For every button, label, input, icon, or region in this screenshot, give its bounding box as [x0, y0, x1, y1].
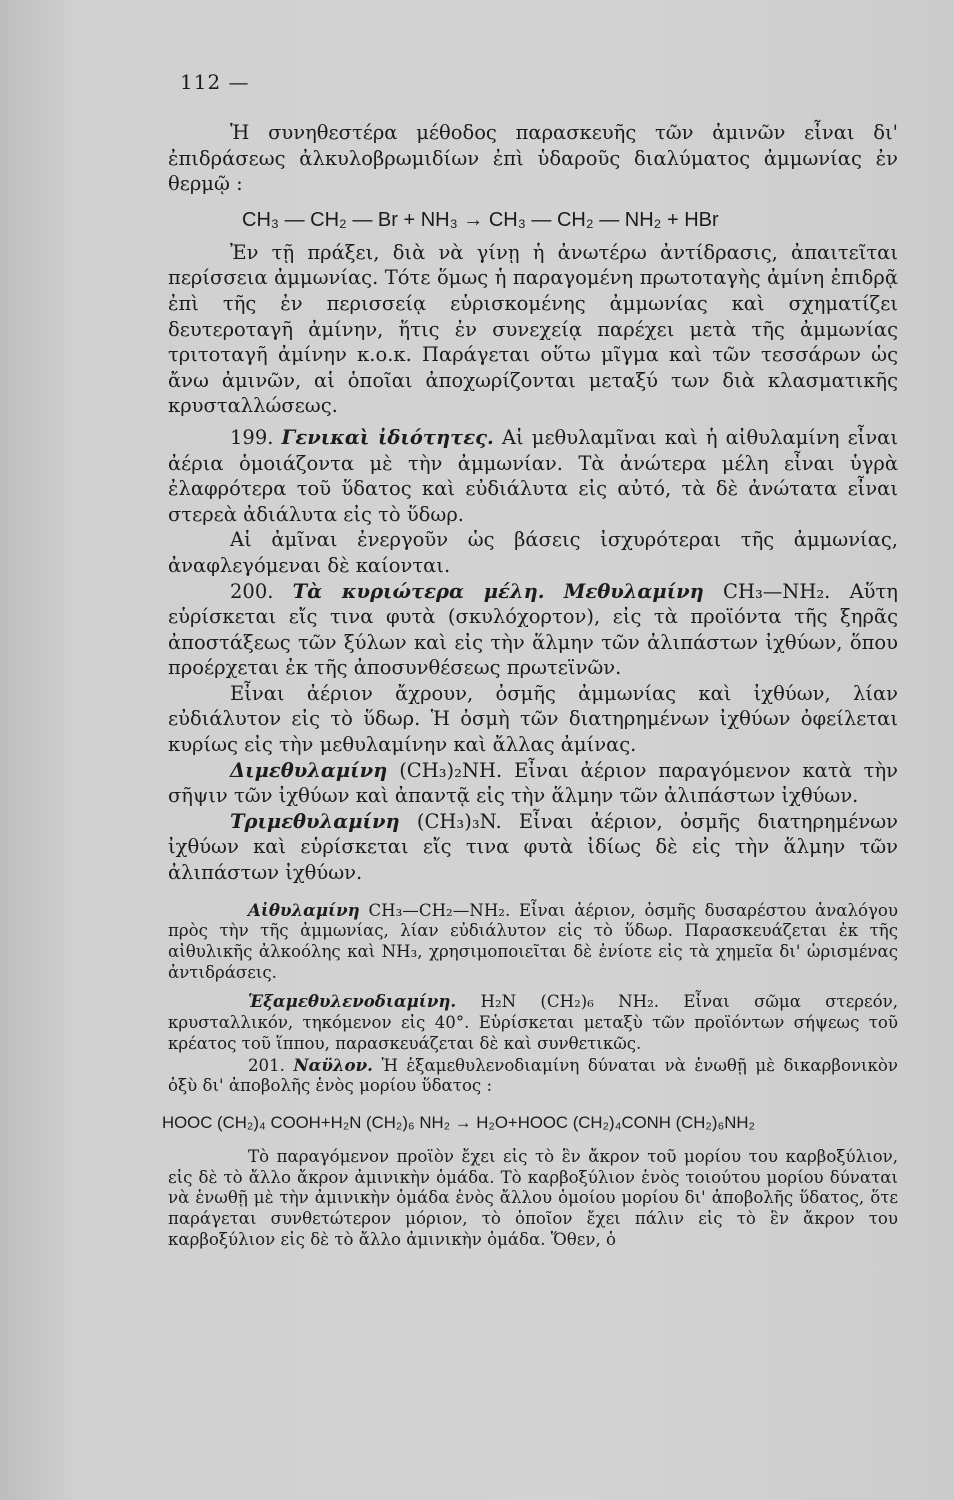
dimethylamine-paragraph [168, 758, 898, 809]
section-200-paragraph [168, 579, 898, 681]
ethylamine-formula: CH₃—CH₂—NH₂. [368, 900, 511, 920]
section-199-text: Αἱ μεθυλαμῖναι καὶ ἡ αἰθυλαμίνη εἶναι ἀέρια ὁμοιάζοντα μὲ τὴν ἀμμωνίαν. Τὰ ἀνώτερα μέλη εἶναι ὑγρὰ ἐλαφρότερα τοῦ ὕδατος καὶ εὐδιάλυτα εἰς αὐτό, τὰ δὲ ἀνώτατα εἶναι στερεὰ ἀδιάλυτα εἰς τὸ ὕδωρ. [168, 425, 898, 526]
section-199-paragraph [168, 425, 898, 527]
intro-paragraph: Ἡ συνηθεστέρα μέθοδος παρασκευῆς τῶν ἀμινῶν εἶναι δι' ἐπιδράσεως ἀλκυλοβρωμιδίων ἐπὶ ὑδαροῦς διαλύματος ἀμμωνίας ἐν θερμῷ : [168, 121, 898, 196]
trimethylamine-text: Εἶναι ἀέριον, ὀσμῆς διατηρημένων ἰχθύων καὶ εὑρίσκεται εἴς τινα φυτὰ ἰδίως δὲ εἰς τὴν ἅλμην τῶν ἀλιπάστων ἰχθύων. [168, 809, 899, 885]
section-200-number: 200. [230, 579, 274, 603]
amines-bases-paragraph: Αἱ ἀμῖναι ἐνεργοῦν ὡς βάσεις ἰσχυρότεραι τῆς ἀμμωνίας, ἀναφλεγόμεναι δὲ καίονται. [168, 528, 898, 577]
methylamine-name: Μεθυλαμίνη [563, 579, 704, 603]
hexamethylenediamine-text: Εἶναι σῶμα στερεόν, κρυσταλλικόν, τηκόμενον εἰς 40°. Εὑρίσκεται μεταξὺ τῶν προϊόντων σήψεως τοῦ κρέατος τοῦ ἵππου, παρασκευάζεται δὲ καὶ συνθετικῶς. [168, 992, 899, 1053]
dimethylamine-formula: (CH₃)₂NH. [399, 758, 503, 782]
hexamethylenediamine-name: Ἑξαμεθυλενοδιαμίνη. [248, 991, 457, 1012]
section-201-paragraph [168, 1055, 898, 1097]
trimethylamine-paragraph [168, 809, 898, 886]
dimethylamine-text: Εἶναι ἀέριον παραγόμενον κατὰ τὴν σῆψιν τῶν ἰχθύων καὶ ἀπαντᾷ εἰς τὴν ἅλμην τῶν ἀλιπάστων ἰχθύων. [168, 758, 898, 808]
section-201-title: Ναϋλον. [293, 1054, 373, 1075]
nylon-paragraph: Τὸ παραγόμενον προϊὸν ἔχει εἰς τὸ ἓν ἄκρον τοῦ μορίου του καρβοξύλιον, εἰς δὲ τὸ ἄλλο ἄκρον ἀμινικὴν ὁμάδα. Τὸ καρβοξύλιον ἑνὸς τοιούτου μορίου δύναται νὰ ἑνωθῇ μὲ τὴν ἀμινικὴν ὁμάδα ἑνὸς ἄλλου ὁμοίου μορίου δι' ἀποβολῆς ὕδατος, ὅτε παράγεται συνθετώτερον μόριον, τὸ ὁποῖον ἔχει πάλιν εἰς τὸ ἓν ἄκρον του καρβοξύλιον εἰς δὲ τὸ ἄλλο ἀμινικὴν ὁμάδα. Ὅθεν, ὁ [168, 1146, 898, 1249]
excess-ammonia-paragraph: Ἐν τῇ πράξει, διὰ νὰ γίνῃ ἡ ἀνωτέρω ἀντίδρασις, ἀπαιτεῖται περίσσεια ἀμμωνίας. Τότε ὅμως ἡ παραγομένη πρωτοταγὴς ἀμίνη ἐπιδρᾷ ἐπὶ τῆς ἐν περισσείᾳ εὑρισκομένης ἀμμωνίας καὶ σχηματίζει δευτεροταγῆ ἀμίνην, ἥτις ἐν συνεχείᾳ παρέχει μετὰ τῆς ἀμμωνίας τριτοταγῆ ἀμίνην κ.ο.κ. Παράγεται οὕτω μῖγμα καὶ τῶν τεσσάρων ὡς ἄνω ἀμινῶν, αἱ ὁποῖαι ἀποχωρίζονται μεταξύ των διὰ κλασματικῆς κρυσταλλώσεως. [168, 240, 898, 418]
ethylamine-equation: CH₃ — CH₂ — Br + NH₃ → CH₃ — CH₂ — NH₂ + HBr [242, 208, 719, 231]
page-number: 112 — [180, 70, 250, 94]
ethylamine-name: Αἰθυλαμίνη [248, 899, 360, 920]
section-201-number: 201. [248, 1055, 285, 1075]
hexamethylenediamine-paragraph [168, 991, 898, 1054]
hexamethylenediamine-formula: H₂N (CH₂)₆ NH₂. [480, 992, 660, 1012]
trimethylamine-name: Τριμεθυλαμίνη [230, 809, 400, 833]
section-201-text: Ἡ ἑξαμεθυλενοδιαμίνη δύναται νὰ ἑνωθῇ μὲ δικαρβονικὸν ὀξὺ δι' ἀποβολῆς ἑνὸς μορίου ὕδατος : [168, 1055, 898, 1096]
dimethylamine-name: Διμεθυλαμίνη [230, 758, 388, 782]
nylon-equation: HOOC (CH₂)₄ COOH+H₂N (CH₂)₆ NH₂ → H₂O+HOOC (CH₂)₄CONH (CH₂)₆NH₂ [162, 1112, 756, 1132]
ethylamine-paragraph [168, 900, 898, 984]
section-199-number: 199. [230, 425, 274, 449]
section-199-title: Γενικαὶ ἰδιότητες. [281, 425, 494, 449]
methylamine-formula: CH₃—NH₂. [723, 579, 831, 603]
methylamine-text: Αὕτη εὑρίσκεται εἴς τινα φυτὰ (σκυλόχορτον), εἰς τὰ προϊόντα τῆς ξηρᾶς ἀποστάξεως τῶν ξύλων καὶ εἰς τὴν ἅλμην τῶν ἀλιπάστων ἰχθύων, ὅπου προέρχεται ἐκ τῆς ἀποσυνθέσεως πρωτεϊνῶν. [168, 579, 898, 680]
ethylamine-text: Εἶναι ἀέριον, ὀσμῆς δυσαρέστου ἀναλόγου πρὸς τὴν τῆς ἀμμωνίας, λίαν εὐδιάλυτον εἰς τὸ ὕδωρ. Παρασκευάζεται ἐκ τῆς αἰθυλικῆς ἀλκοόλης καὶ NH₃, χρησιμοποιεῖται δὲ ἐνίοτε εἰς τὰ χημεῖα δι' ὡρισμένας ἀντιδράσεις. [168, 900, 898, 982]
section-200-title: Τὰ κυριώτερα μέλη. [292, 579, 545, 603]
methylamine-properties: Εἶναι ἀέριον ἄχρουν, ὀσμῆς ἀμμωνίας καὶ ἰχθύων, λίαν εὐδιάλυτον εἰς τὸ ὕδωρ. Ἡ ὀσμὴ τῶν διατηρημένων ἰχθύων ὀφείλεται κυρίως εἰς τὴν μεθυλαμίνην καὶ ἄλλας ἀμίνας. [168, 681, 898, 757]
trimethylamine-formula: (CH₃)₃N. [416, 809, 502, 833]
